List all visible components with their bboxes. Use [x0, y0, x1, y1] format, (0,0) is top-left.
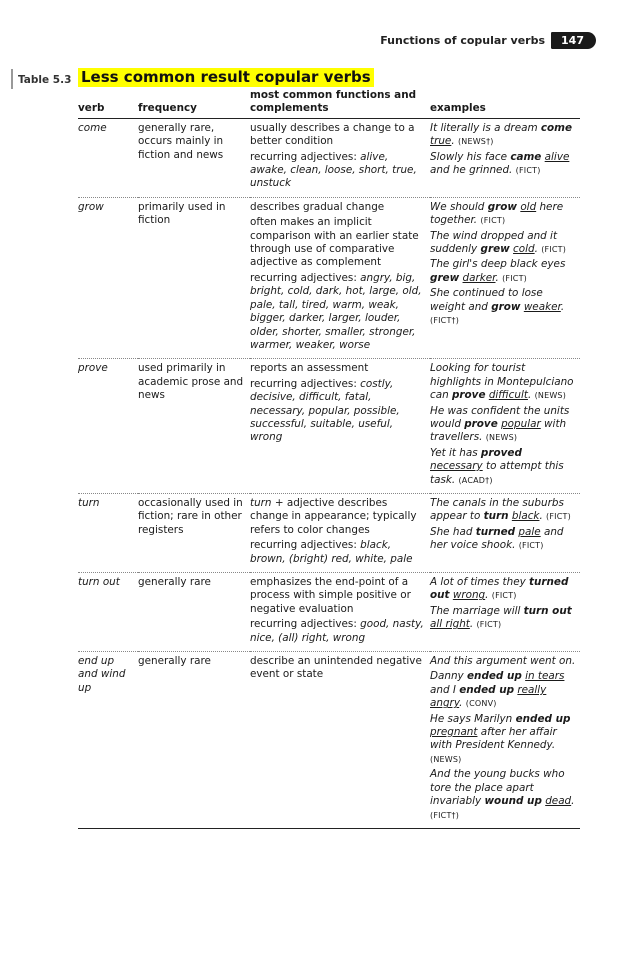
table-row	[78, 359, 580, 494]
target-verb: turned	[475, 525, 516, 538]
function-note: describe an unintended negative event or state	[250, 655, 422, 681]
complement: wrong	[452, 589, 486, 602]
verb-cell: come	[78, 118, 138, 197]
example-sentence: The wind dropped and it suddenly grew cold. (FICT)	[430, 229, 567, 256]
complement: cold	[513, 243, 535, 256]
register-tag: (NEWS)	[534, 391, 567, 401]
register-tag: (NEWS)	[485, 433, 518, 443]
recurring-adjectives: good, nasty, nice, (all) right, wrong	[250, 618, 424, 644]
frequency-cell: generally rare	[138, 652, 250, 829]
example-sentence: It literally is a dream come true. (NEWS†)	[430, 121, 573, 148]
table-row	[78, 573, 580, 652]
complement: pregnant	[430, 726, 478, 739]
example-sentence: The marriage will turn out all right. (FICT)	[430, 604, 572, 631]
function-note: emphasizes the end-point of a process with simple positive or negative evaluation	[250, 576, 411, 615]
example-sentence: The canals in the suburbs appear to turn black. (FICT)	[430, 496, 571, 523]
examples-cell	[430, 493, 580, 572]
example-sentence: Slowly his face came alive and he grinned. (FICT)	[430, 150, 570, 177]
complement: popular	[501, 417, 541, 430]
function-note: recurring adjectives: good, nasty, nice, (all) right, wrong	[250, 618, 424, 644]
examples-cell	[430, 197, 580, 358]
copular-verbs-table	[78, 89, 580, 829]
register-tag: (ACAD†)	[458, 475, 493, 485]
running-title: Functions of copular verbs	[380, 34, 546, 47]
example-sentence: A lot of times they turned out wrong. (FICT)	[430, 576, 569, 602]
register-tag: (NEWS†)	[457, 137, 494, 147]
example-sentence: And this argument went on.	[430, 655, 576, 668]
example-sentence: She had turned pale and her voice shook. (FICT)	[430, 525, 564, 552]
function-note: often makes an implicit comparison with an earlier state through use of comparative adjective as complement	[250, 216, 419, 269]
complement: darker	[462, 271, 496, 284]
target-verb: grow	[487, 200, 518, 213]
table-row	[78, 493, 580, 572]
target-verb: prove	[451, 389, 486, 402]
function-note: recurring adjectives: black, brown, (bright) red, white, pale	[250, 539, 413, 565]
function-note: reports an assessment	[250, 362, 369, 375]
function-lead: turn	[250, 496, 272, 509]
complement: old	[520, 200, 537, 213]
table-row	[78, 118, 580, 197]
page-number: 147	[551, 32, 596, 49]
functions-cell	[250, 359, 430, 494]
recurring-adjectives: alive, awake, clean, loose, short, true, unstuck	[250, 150, 417, 190]
register-tag: (CONV)	[465, 699, 497, 709]
example-sentence: Yet it has proved necessary to attempt this task. (ACAD†)	[430, 446, 564, 486]
target-verb: turn out	[523, 604, 572, 617]
verb-cell: prove	[78, 359, 138, 494]
target-verb: ended up	[467, 670, 522, 683]
complement: alive	[544, 150, 570, 163]
register-tag: (FICT)	[541, 245, 567, 255]
frequency-cell: primarily used in fiction	[138, 197, 250, 358]
table-row	[78, 197, 580, 358]
examples-cell	[430, 118, 580, 197]
function-note: usually describes a change to a better condition	[250, 121, 415, 148]
complement: pale	[518, 525, 541, 538]
register-tag: (NEWS)	[430, 754, 462, 764]
target-verb: turned out	[430, 576, 569, 602]
col-header-frequency: frequency	[138, 89, 250, 118]
complement: necessary	[430, 460, 483, 473]
function-note: recurring adjectives: costly, decisive, difficult, fatal, necessary, popular, possible, successful, suitable, useful, wrong	[250, 377, 400, 444]
recurring-adjectives: costly, decisive, difficult, fatal, necessary, popular, possible, successful, suitable, useful, wrong	[250, 377, 400, 444]
frequency-cell: occasionally used in fiction; rare in other registers	[138, 493, 250, 572]
register-tag: (FICT)	[491, 591, 517, 601]
functions-cell	[250, 118, 430, 197]
register-tag: (FICT)	[515, 166, 541, 176]
example-sentence: He was confident the units would prove popular with travellers. (NEWS)	[430, 404, 570, 444]
target-verb: turn	[483, 510, 509, 523]
target-verb: proved	[480, 446, 522, 459]
table-title: Less common result copular verbs	[78, 68, 374, 87]
examples-cell	[430, 359, 580, 494]
verb-cell: end up and wind up	[78, 652, 138, 829]
table-body	[78, 118, 580, 828]
table-row	[78, 652, 580, 829]
target-verb: grew	[480, 243, 510, 256]
examples-cell	[430, 652, 580, 829]
table-header-row	[78, 89, 580, 118]
col-header-functions: most common functions and complements	[250, 89, 430, 118]
example-sentence: We should grow old here together. (FICT)	[430, 200, 564, 227]
complement: black	[511, 510, 540, 523]
complement: really angry	[430, 683, 547, 710]
complement: difficult	[488, 389, 528, 402]
target-verb: ended up	[459, 683, 515, 696]
example-sentence: Danny ended up in tears and I ended up really angry. (CONV)	[430, 670, 565, 710]
complement: in tears	[525, 670, 565, 683]
frequency-cell: used primarily in academic prose and news	[138, 359, 250, 494]
functions-cell	[250, 197, 430, 358]
example-sentence: And the young bucks who tore the place apart invariably wound up dead. (FICT†)	[430, 768, 575, 820]
running-head	[380, 32, 596, 49]
example-sentence: She continued to lose weight and grow weaker. (FICT†)	[430, 287, 565, 326]
table-label: Table 5.3	[18, 74, 72, 86]
register-tag: (FICT†)	[430, 316, 460, 326]
example-sentence: The girl's deep black eyes grew darker. (FICT)	[430, 258, 566, 284]
functions-cell	[250, 493, 430, 572]
function-note: turn + adjective describes change in appearance; typically refers to color changes	[250, 496, 417, 536]
target-verb: came	[510, 150, 542, 163]
register-tag: (FICT)	[546, 512, 571, 522]
verb-cell: grow	[78, 197, 138, 358]
target-verb: grow	[491, 300, 521, 313]
register-tag: (FICT)	[480, 216, 506, 226]
target-verb: ended up	[515, 712, 571, 725]
target-verb: grew	[430, 271, 460, 284]
recurring-adjectives: angry, big, bright, cold, dark, hot, large, old, pale, tall, tired, warm, weak, bigger, darker, larger, louder, older, shorter, smaller, stronger, warmer, weaker, worse	[250, 271, 422, 351]
target-verb: wound up	[484, 795, 542, 808]
frequency-cell: generally rare, occurs mainly in fiction and news	[138, 118, 250, 197]
function-note: describes gradual change	[250, 200, 385, 213]
complement: dead	[545, 795, 572, 808]
function-note: recurring adjectives: angry, big, bright, cold, dark, hot, large, old, pale, tall, tired, warm, weak, bigger, darker, larger, louder, older, shorter, smaller, stronger, warmer, weaker, worse	[250, 271, 422, 351]
target-verb: prove	[464, 417, 498, 430]
verb-cell: turn out	[78, 573, 138, 652]
register-tag: (FICT)	[518, 541, 544, 551]
col-header-examples: examples	[430, 89, 580, 118]
functions-cell	[250, 652, 430, 829]
register-tag: (FICT†)	[430, 810, 460, 820]
verb-cell: turn	[78, 493, 138, 572]
frequency-cell: generally rare	[138, 573, 250, 652]
target-verb: come	[540, 121, 573, 134]
register-tag: (FICT)	[476, 620, 502, 630]
complement: weaker	[523, 300, 561, 313]
examples-cell	[430, 573, 580, 652]
example-sentence: Looking for tourist highlights in Montepulciano can prove difficult. (NEWS)	[430, 362, 574, 402]
register-tag: (FICT)	[502, 273, 527, 283]
recurring-adjectives: black, brown, (bright) red, white, pale	[250, 539, 413, 565]
col-header-verb: verb	[78, 89, 138, 118]
functions-cell	[250, 573, 430, 652]
function-note: recurring adjectives: alive, awake, clean, loose, short, true, unstuck	[250, 150, 417, 190]
complement: true	[430, 135, 452, 148]
complement: all right	[430, 618, 470, 631]
example-sentence: He says Marilyn ended up pregnant after her affair with President Kennedy. (NEWS)	[430, 712, 571, 764]
